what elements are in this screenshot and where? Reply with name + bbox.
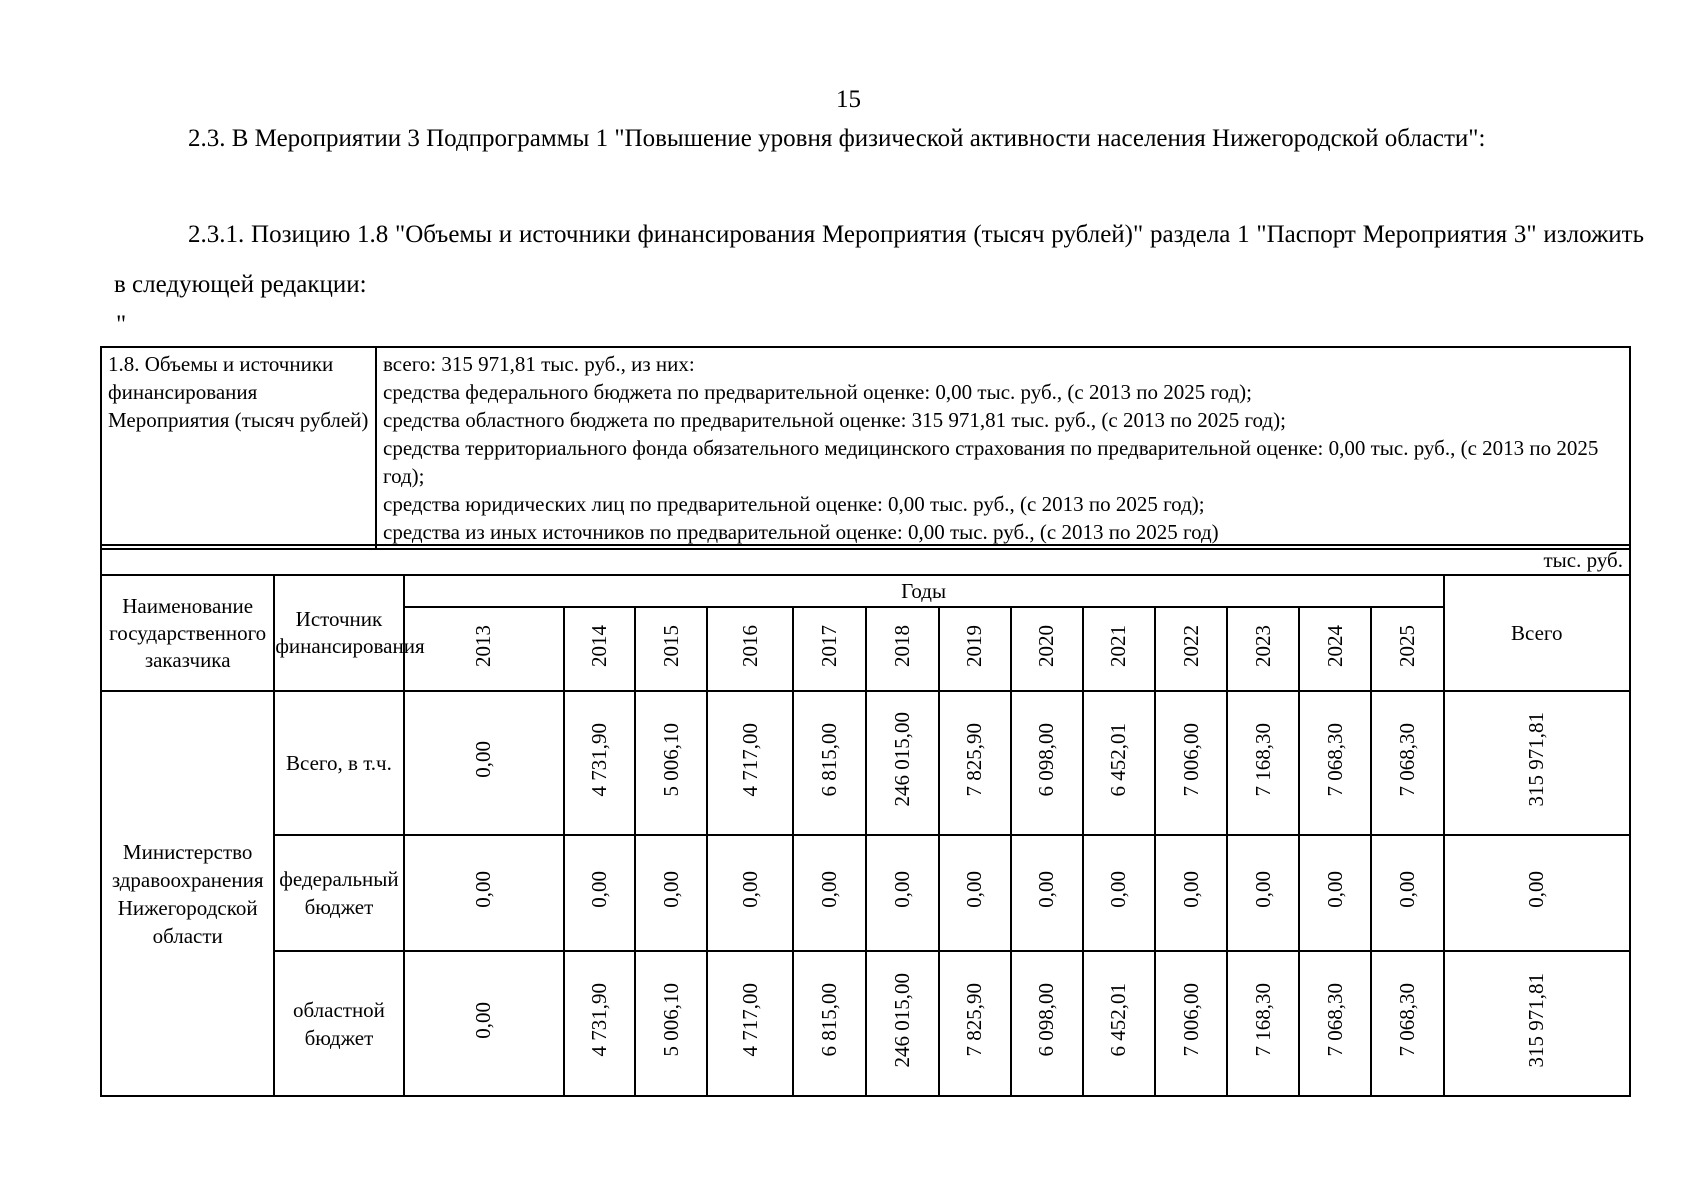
row-total — [1444, 951, 1630, 1096]
value-text: 0,00 — [962, 871, 987, 908]
value-text: 4 731,90 — [586, 722, 611, 797]
value-text: 246 015,00 — [890, 712, 915, 807]
value-cell — [939, 951, 1011, 1096]
year-text: 2015 — [658, 624, 683, 667]
paragraph-2-3-1-text: 2.3.1. Позицию 1.8 "Объемы и источники финансирования Мероприятия (тысяч рублей)" раздела 1 "Паспорт Мероприятия 3" изложить в следующей редакции: — [114, 221, 1644, 298]
value-cell — [1155, 951, 1227, 1096]
paragraph-2-3-text: 2.3. В Мероприятии 3 Подпрограммы 1 "Повышение уровня физической активности населения Нижегородской области": — [188, 125, 1486, 152]
value-text: 0,00 — [1106, 871, 1131, 908]
value-cell — [635, 951, 707, 1096]
value-cell — [866, 835, 938, 951]
value-text: 4 717,00 — [737, 983, 762, 1057]
year-text: 2017 — [817, 624, 842, 667]
year-text: 2019 — [962, 624, 987, 667]
row-total — [1444, 691, 1630, 835]
value-cell — [1371, 951, 1443, 1096]
value-text: 7 068,30 — [1322, 983, 1347, 1057]
year-header — [1155, 607, 1227, 691]
value-cell — [404, 691, 564, 835]
value-text: 0,00 — [471, 871, 496, 908]
value-text: 4 731,90 — [586, 983, 611, 1057]
year-header — [1299, 607, 1371, 691]
year-text: 2022 — [1178, 624, 1203, 667]
value-cell — [635, 835, 707, 951]
year-header — [939, 607, 1011, 691]
value-cell — [635, 691, 707, 835]
year-header — [1227, 607, 1299, 691]
value-cell — [1083, 835, 1155, 951]
value-text: 7 168,30 — [1250, 722, 1275, 797]
value-cell — [1155, 835, 1227, 951]
row-total — [1444, 835, 1630, 951]
value-cell — [1011, 691, 1083, 835]
year-header — [635, 607, 707, 691]
value-cell — [939, 835, 1011, 951]
year-text: 2023 — [1250, 624, 1275, 667]
value-text: 7 825,90 — [962, 722, 987, 797]
value-text: 0,00 — [1178, 871, 1203, 908]
value-text: 0,00 — [1395, 871, 1419, 908]
value-cell — [404, 951, 564, 1096]
value-cell — [1083, 691, 1155, 835]
passport-table — [100, 346, 1631, 550]
total-text: 315 971,81 — [1524, 712, 1549, 807]
value-text: 0,00 — [586, 871, 611, 908]
financing-line: средства из иных источников по предварительной оценке: 0,00 тыс. руб., (с 2013 по 2025 год) — [383, 520, 1219, 544]
value-text: 6 815,00 — [817, 983, 842, 1057]
year-header — [564, 607, 635, 691]
value-cell — [564, 691, 635, 835]
value-cell — [1299, 835, 1371, 951]
customer-name: Министерство здравоохранения Нижегородской области — [101, 691, 274, 1096]
value-cell — [404, 835, 564, 951]
value-text: 7 006,00 — [1178, 983, 1203, 1057]
passport-label: 1.8. Объемы и источники финансирования Мероприятия (тысяч рублей) — [101, 347, 376, 549]
value-text: 0,00 — [1322, 871, 1347, 908]
year-text: 2016 — [737, 624, 762, 667]
financing-table — [100, 544, 1631, 1097]
value-text: 6 815,00 — [817, 722, 842, 797]
value-cell — [866, 951, 938, 1096]
year-header — [404, 607, 564, 691]
value-cell — [1227, 951, 1299, 1096]
source-name: Всего, в т.ч. — [274, 691, 403, 835]
value-text: 6 452,01 — [1106, 722, 1131, 797]
value-text: 7 068,30 — [1322, 722, 1347, 797]
header-years: Годы — [404, 575, 1444, 607]
header-row — [101, 575, 1630, 607]
value-cell — [707, 691, 793, 835]
passport-financing — [376, 347, 1630, 549]
financing-line: средства областного бюджета по предварительной оценке: 315 971,81 тыс. руб., (с 2013 по 2025 год); — [383, 408, 1286, 432]
year-text: 2025 — [1395, 624, 1419, 667]
year-text: 2020 — [1034, 624, 1059, 667]
opening-quote: " — [116, 311, 127, 338]
table-row — [101, 835, 1630, 951]
table-row — [101, 691, 1630, 835]
financing-line: средства юридических лиц по предварительной оценке: 0,00 тыс. руб., (с 2013 по 2025 год); — [383, 492, 1205, 516]
value-text: 0,00 — [471, 1001, 496, 1039]
year-header — [707, 607, 793, 691]
value-cell — [793, 691, 866, 835]
value-cell — [1011, 835, 1083, 951]
total-text: 0,00 — [1524, 871, 1549, 908]
value-cell — [1371, 691, 1443, 835]
paragraph-2-3 — [114, 114, 1644, 164]
value-text: 6 098,00 — [1034, 983, 1059, 1057]
value-text: 0,00 — [471, 741, 496, 778]
value-text: 6 098,00 — [1034, 722, 1059, 797]
year-header — [793, 607, 866, 691]
year-header — [1371, 607, 1443, 691]
financing-line: средства территориального фонда обязательного медицинского страхования по предварительной оценке: 0,00 тыс. руб., (с 2013 по 2025 год); — [383, 436, 1599, 488]
total-text: 315 971,81 — [1524, 972, 1549, 1068]
value-text: 0,00 — [817, 871, 842, 908]
unit-label: тыс. руб. — [101, 545, 1630, 575]
value-cell — [564, 835, 635, 951]
value-cell — [1011, 951, 1083, 1096]
value-cell — [1083, 951, 1155, 1096]
value-cell — [866, 691, 938, 835]
value-cell — [1227, 691, 1299, 835]
header-total: Всего — [1444, 575, 1630, 691]
year-text: 2018 — [890, 624, 915, 667]
financing-line: всего: 315 971,81 тыс. руб., из них: — [383, 352, 695, 376]
financing-line: средства федерального бюджета по предварительной оценке: 0,00 тыс. руб., (с 2013 по 2025 год); — [383, 380, 1252, 404]
year-text: 2014 — [586, 624, 611, 667]
value-text: 7 006,00 — [1178, 722, 1203, 797]
value-text: 6 452,01 — [1106, 983, 1131, 1057]
value-text: 7 825,90 — [962, 983, 987, 1057]
year-text: 2021 — [1106, 624, 1131, 667]
year-header — [866, 607, 938, 691]
value-text: 5 006,10 — [658, 983, 683, 1057]
source-name: федеральный бюджет — [274, 835, 403, 951]
value-text: 0,00 — [658, 871, 683, 908]
header-source: Источник финансирования — [274, 575, 403, 691]
value-cell — [1299, 691, 1371, 835]
unit-row — [101, 545, 1630, 575]
source-name: областной бюджет — [274, 951, 403, 1096]
value-text: 7 168,30 — [1250, 983, 1275, 1057]
value-cell — [1155, 691, 1227, 835]
value-text: 7 068,30 — [1395, 983, 1419, 1057]
header-customer: Наименование государственного заказчика — [101, 575, 274, 691]
value-text: 0,00 — [1250, 871, 1275, 908]
value-text: 0,00 — [1034, 871, 1059, 908]
value-cell — [793, 951, 866, 1096]
value-text: 4 717,00 — [737, 722, 762, 797]
value-cell — [1371, 835, 1443, 951]
table-row — [101, 951, 1630, 1096]
value-cell — [939, 691, 1011, 835]
passport-row — [101, 347, 1630, 549]
page-number: 15 — [836, 86, 861, 113]
year-header — [1011, 607, 1083, 691]
year-text: 2024 — [1322, 624, 1347, 667]
year-header — [1083, 607, 1155, 691]
value-cell — [1299, 951, 1371, 1096]
value-cell — [564, 951, 635, 1096]
paragraph-2-3-1 — [114, 210, 1644, 310]
year-text: 2013 — [471, 624, 496, 667]
value-cell — [793, 835, 866, 951]
value-cell — [707, 951, 793, 1096]
value-text: 0,00 — [737, 871, 762, 908]
value-cell — [707, 835, 793, 951]
value-text: 7 068,30 — [1395, 722, 1419, 797]
value-cell — [1227, 835, 1299, 951]
value-text: 246 015,00 — [890, 972, 915, 1068]
value-text: 5 006,10 — [658, 722, 683, 797]
value-text: 0,00 — [890, 871, 915, 908]
